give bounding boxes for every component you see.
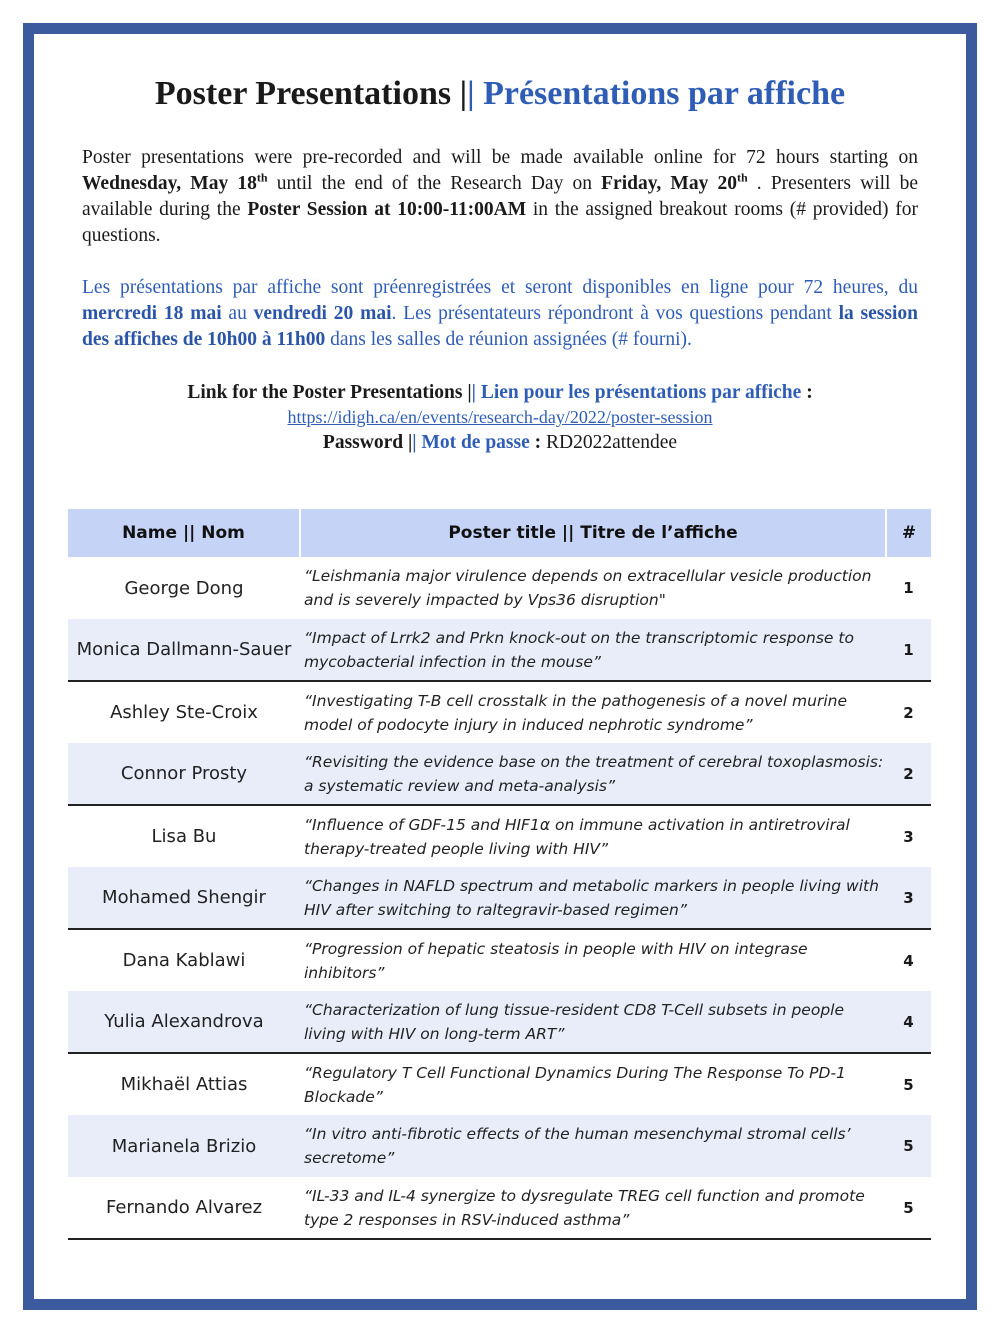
poster-title: “Changes in NAFLD spectrum and metabolic markers in people living with HIV after switching to raltegravir-based regimen” xyxy=(300,867,886,929)
title-separator-blue: | xyxy=(467,75,475,112)
intro-en-text-2: until the end of the Research Day on xyxy=(267,173,602,194)
room-number: 4 xyxy=(886,991,931,1053)
table-row xyxy=(68,991,931,1053)
password-separator-blue: | xyxy=(412,432,417,453)
link-colon: : xyxy=(801,382,813,403)
presenter-name: Ashley Ste-Croix xyxy=(110,702,258,723)
table-header-row xyxy=(68,509,931,557)
table-row xyxy=(68,681,931,743)
poster-session-link[interactable]: https://idigh.ca/en/events/research-day/2022/poster-session xyxy=(287,407,713,427)
title-separator: | xyxy=(459,75,468,112)
presenter-name: Mikhaël Attias xyxy=(120,1074,248,1095)
password-value: RD2022attendee xyxy=(541,432,678,453)
presenter-name: Dana Kablawi xyxy=(122,950,246,971)
presenter-name: Fernando Alvarez xyxy=(68,1177,300,1239)
intro-fr-text-1: Les présentations par affiche sont préenregistrées et seront disponibles en ligne pour 72 heures, du xyxy=(82,277,918,298)
room-number: 3 xyxy=(886,867,931,929)
poster-title: “Investigating T-B cell crosstalk in the pathogenesis of a novel murine model of podocyte injury in induced nephrotic syndrome” xyxy=(304,691,847,734)
password-label-english: Password xyxy=(322,432,408,453)
intro-fr-session-time: la session des affiches de 10h00 à 11h00 xyxy=(82,303,918,350)
intro-en-date-start: Wednesday, May 18 xyxy=(82,173,257,194)
room-number: 2 xyxy=(886,743,931,805)
page-title xyxy=(0,72,1000,116)
table-row xyxy=(68,1115,931,1177)
presenter-name: Connor Prosty xyxy=(68,743,300,805)
room-number: 1 xyxy=(903,579,914,597)
intro-en-text-3: . Presenters will be available during the xyxy=(82,173,919,220)
intro-en-sup-1: th xyxy=(256,170,268,185)
intro-fr-date-end: vendredi 20 mai xyxy=(253,303,392,324)
link-label-french: Lien pour les présentations par affiche xyxy=(475,382,802,403)
poster-title: “Progression of hepatic steatosis in people with HIV on integrase inhibitors” xyxy=(304,939,808,982)
table-row xyxy=(68,557,931,619)
intro-fr-text-4: dans les salles de réunion assignées (# fourni). xyxy=(325,329,692,350)
intro-en-session-time: Poster Session at 10:00-11:00AM xyxy=(247,199,527,220)
table-row xyxy=(68,867,931,929)
intro-english xyxy=(82,145,918,249)
room-number: 4 xyxy=(903,951,914,970)
intro-en-text-1: Poster presentations were pre-recorded and will be made available online for 72 hours starting on xyxy=(82,147,918,168)
poster-title: “Influence of GDF-15 and HIF1α on immune activation in antiretroviral therapy-treated people living with HIV” xyxy=(304,815,850,858)
table-row xyxy=(68,929,931,991)
table-row xyxy=(68,805,931,867)
link-separator-blue: | xyxy=(471,382,476,403)
table-row xyxy=(68,1177,931,1239)
intro-en-sup-2: th xyxy=(736,170,748,185)
presenter-name: Lisa Bu xyxy=(151,826,217,847)
link-separator: | xyxy=(467,382,472,403)
poster-title: “Regulatory T Cell Functional Dynamics During The Response To PD-1 Blockade” xyxy=(304,1063,846,1106)
table-row xyxy=(68,619,931,681)
room-number: 5 xyxy=(886,1115,931,1177)
presenter-name: Monica Dallmann-Sauer xyxy=(68,619,300,681)
poster-title: “In vitro anti-fibrotic effects of the human mesenchymal stromal cells’ secretome” xyxy=(300,1115,886,1177)
title-french: Présentations par affiche xyxy=(474,75,846,112)
table-row xyxy=(68,743,931,805)
presenter-name: Mohamed Shengir xyxy=(68,867,300,929)
poster-title: “IL-33 and IL-4 synergize to dysregulate TREG cell function and promote type 2 responses in RSV-induced asthma” xyxy=(300,1177,886,1239)
poster-title: “Characterization of lung tissue-resident CD8 T-Cell subsets in people living with HIV on long-term ART” xyxy=(300,991,886,1053)
presenter-name: Marianela Brizio xyxy=(68,1115,300,1177)
password-separator: | xyxy=(407,432,413,453)
password-label-french: Mot de passe xyxy=(416,432,530,453)
presenter-name: George Dong xyxy=(124,577,244,599)
room-number: 3 xyxy=(903,827,914,846)
intro-en-date-end: Friday, May 20 xyxy=(601,173,737,194)
password-line xyxy=(0,430,1000,455)
intro-fr-text-2: au xyxy=(221,303,254,324)
poster-table xyxy=(68,509,931,1240)
link-heading xyxy=(0,380,1000,405)
link-block xyxy=(0,380,1000,455)
link-label-english: Link for the Poster Presentations xyxy=(187,382,468,403)
intro-fr-date-start: mercredi 18 mai xyxy=(82,303,222,324)
password-colon: : xyxy=(529,432,542,453)
room-number: 1 xyxy=(886,619,931,681)
room-number: 2 xyxy=(903,703,914,722)
room-number: 5 xyxy=(903,1075,914,1094)
column-header-title: Poster title || Titre de l’affiche xyxy=(300,509,886,557)
column-header-name: Name || Nom xyxy=(68,509,300,557)
intro-fr-text-3: . Les présentateurs répondront à vos questions pendant xyxy=(391,303,839,324)
room-number: 5 xyxy=(886,1177,931,1239)
title-english: Poster Presentations xyxy=(154,75,460,112)
intro-en-text-4: in the assigned breakout rooms (# provided) for questions. xyxy=(82,199,918,246)
intro-french xyxy=(82,275,918,353)
poster-title: “Revisiting the evidence base on the treatment of cerebral toxoplasmosis: a systematic review and meta-analysis” xyxy=(300,743,886,805)
column-header-number: # xyxy=(886,509,931,557)
presenter-name: Yulia Alexandrova xyxy=(68,991,300,1053)
poster-title: “Leishmania major virulence depends on extracellular vesicle production and is severely impacted by Vps36 disruption" xyxy=(304,567,872,609)
table-row xyxy=(68,1053,931,1115)
poster-title: “Impact of Lrrk2 and Prkn knock-out on the transcriptomic response to mycobacterial infection in the mouse” xyxy=(300,619,886,681)
